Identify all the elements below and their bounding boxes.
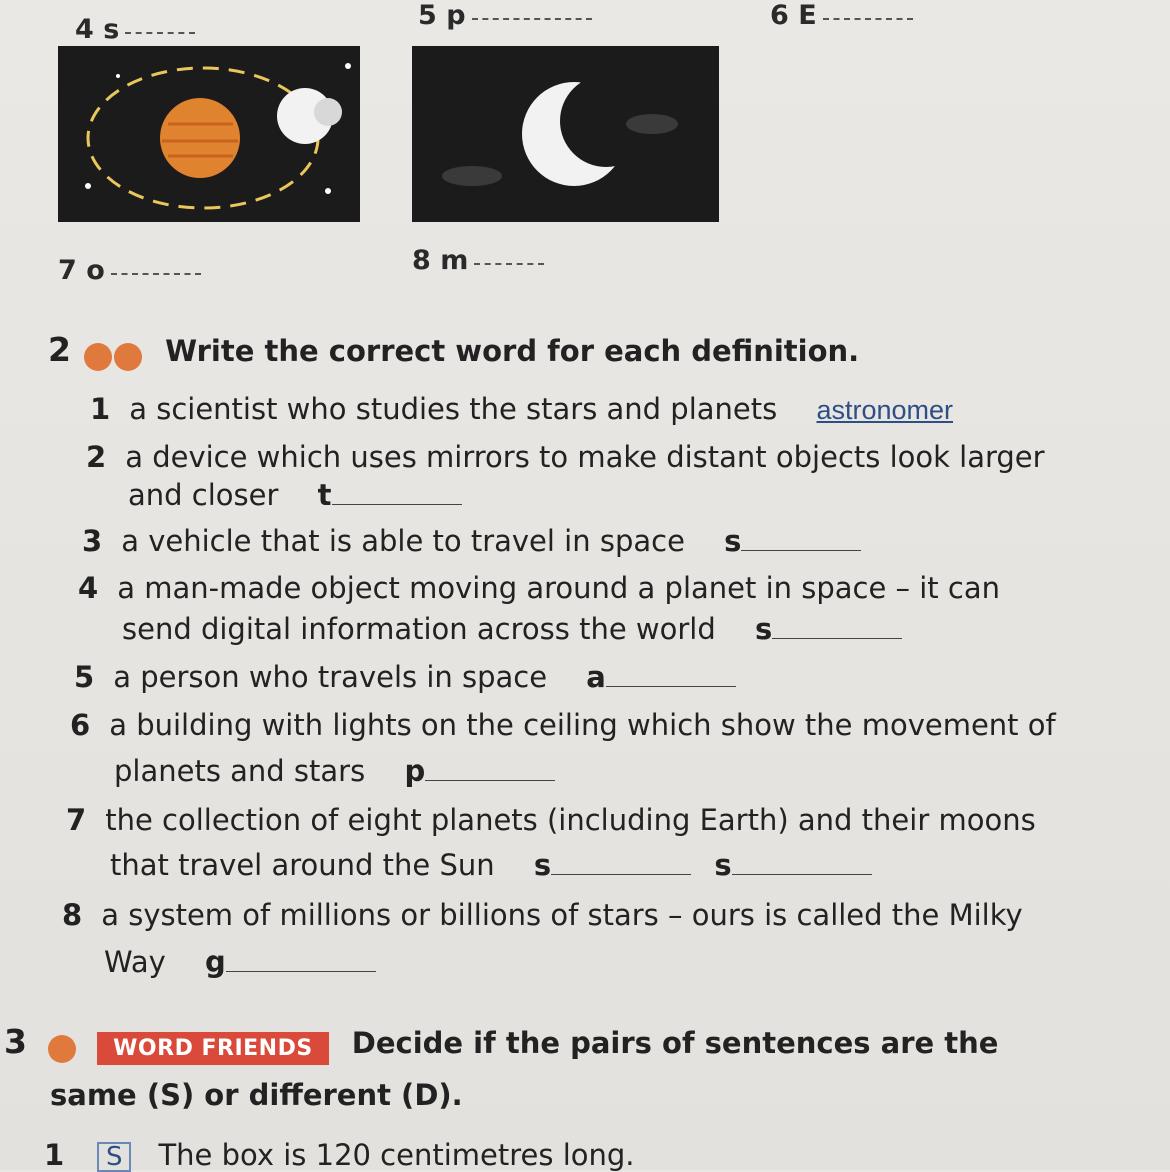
definition-item-6-cont: planets and stars p xyxy=(114,754,555,788)
exercise-instruction: Decide if the pairs of sentences are the xyxy=(351,1026,999,1060)
definition-item-2-cont: and closer t xyxy=(128,478,462,512)
exercise-instruction-cont: same (S) or different (D). xyxy=(50,1078,463,1112)
sentence-pair-1: 1 S The box is 120 centimetres long. xyxy=(44,1138,635,1172)
difficulty-dot xyxy=(114,343,142,371)
definition-item-4: 4 a man-made object moving around a planet in space – it can xyxy=(78,571,1000,605)
answer-line[interactable] xyxy=(226,967,376,972)
answer-line[interactable] xyxy=(425,776,555,781)
definition-item-4-cont: send digital information across the world s xyxy=(122,612,902,646)
definition-item-5: 5 a person who travels in space a xyxy=(74,660,736,694)
definition-item-6: 6 a building with lights on the ceiling which show the movement of xyxy=(70,708,1056,742)
label-8: 8 m xyxy=(412,245,544,276)
answer-line[interactable] xyxy=(741,546,861,551)
exercise-number: 3 xyxy=(4,1022,27,1061)
answer-line[interactable] xyxy=(332,500,462,505)
definition-item-7-cont: that travel around the Sun s s xyxy=(110,848,872,882)
definition-item-3: 3 a vehicle that is able to travel in space s xyxy=(82,524,861,558)
exercise-number: 2 xyxy=(48,330,71,369)
crescent-moon-icon xyxy=(412,46,719,222)
word-friends-badge: WORD FRIENDS xyxy=(97,1032,329,1065)
orbit-planet-icon xyxy=(58,46,360,222)
definition-item-2: 2 a device which uses mirrors to make distant objects look larger xyxy=(86,440,1045,474)
solar-system-illustration xyxy=(58,46,360,222)
definition-item-1: 1 a scientist who studies the stars and planets astronomer xyxy=(90,392,954,426)
difficulty-dot xyxy=(48,1035,76,1063)
label-4: 4 s xyxy=(75,14,195,45)
answer-line[interactable] xyxy=(732,870,872,875)
label-5: 5 p xyxy=(418,0,592,31)
label-6: 6 E xyxy=(770,0,913,31)
answer-line[interactable] xyxy=(551,870,691,875)
answer-line[interactable] xyxy=(606,682,736,687)
definition-item-8: 8 a system of millions or billions of stars – ours is called the Milky xyxy=(62,898,1023,932)
answer-box[interactable]: S xyxy=(97,1142,131,1172)
label-7: 7 o xyxy=(58,255,201,286)
definition-item-7: 7 the collection of eight planets (including Earth) and their moons xyxy=(66,803,1036,837)
exercise-3-header xyxy=(4,1022,998,1065)
exercise-instruction: Write the correct word for each definition. xyxy=(165,334,860,368)
moon-illustration xyxy=(412,46,719,222)
definition-item-8-cont: Way g xyxy=(104,945,376,979)
difficulty-dot xyxy=(84,343,112,371)
exercise-2-header xyxy=(48,330,859,371)
handwritten-answer: astronomer xyxy=(816,395,954,425)
answer-line[interactable] xyxy=(772,634,902,639)
